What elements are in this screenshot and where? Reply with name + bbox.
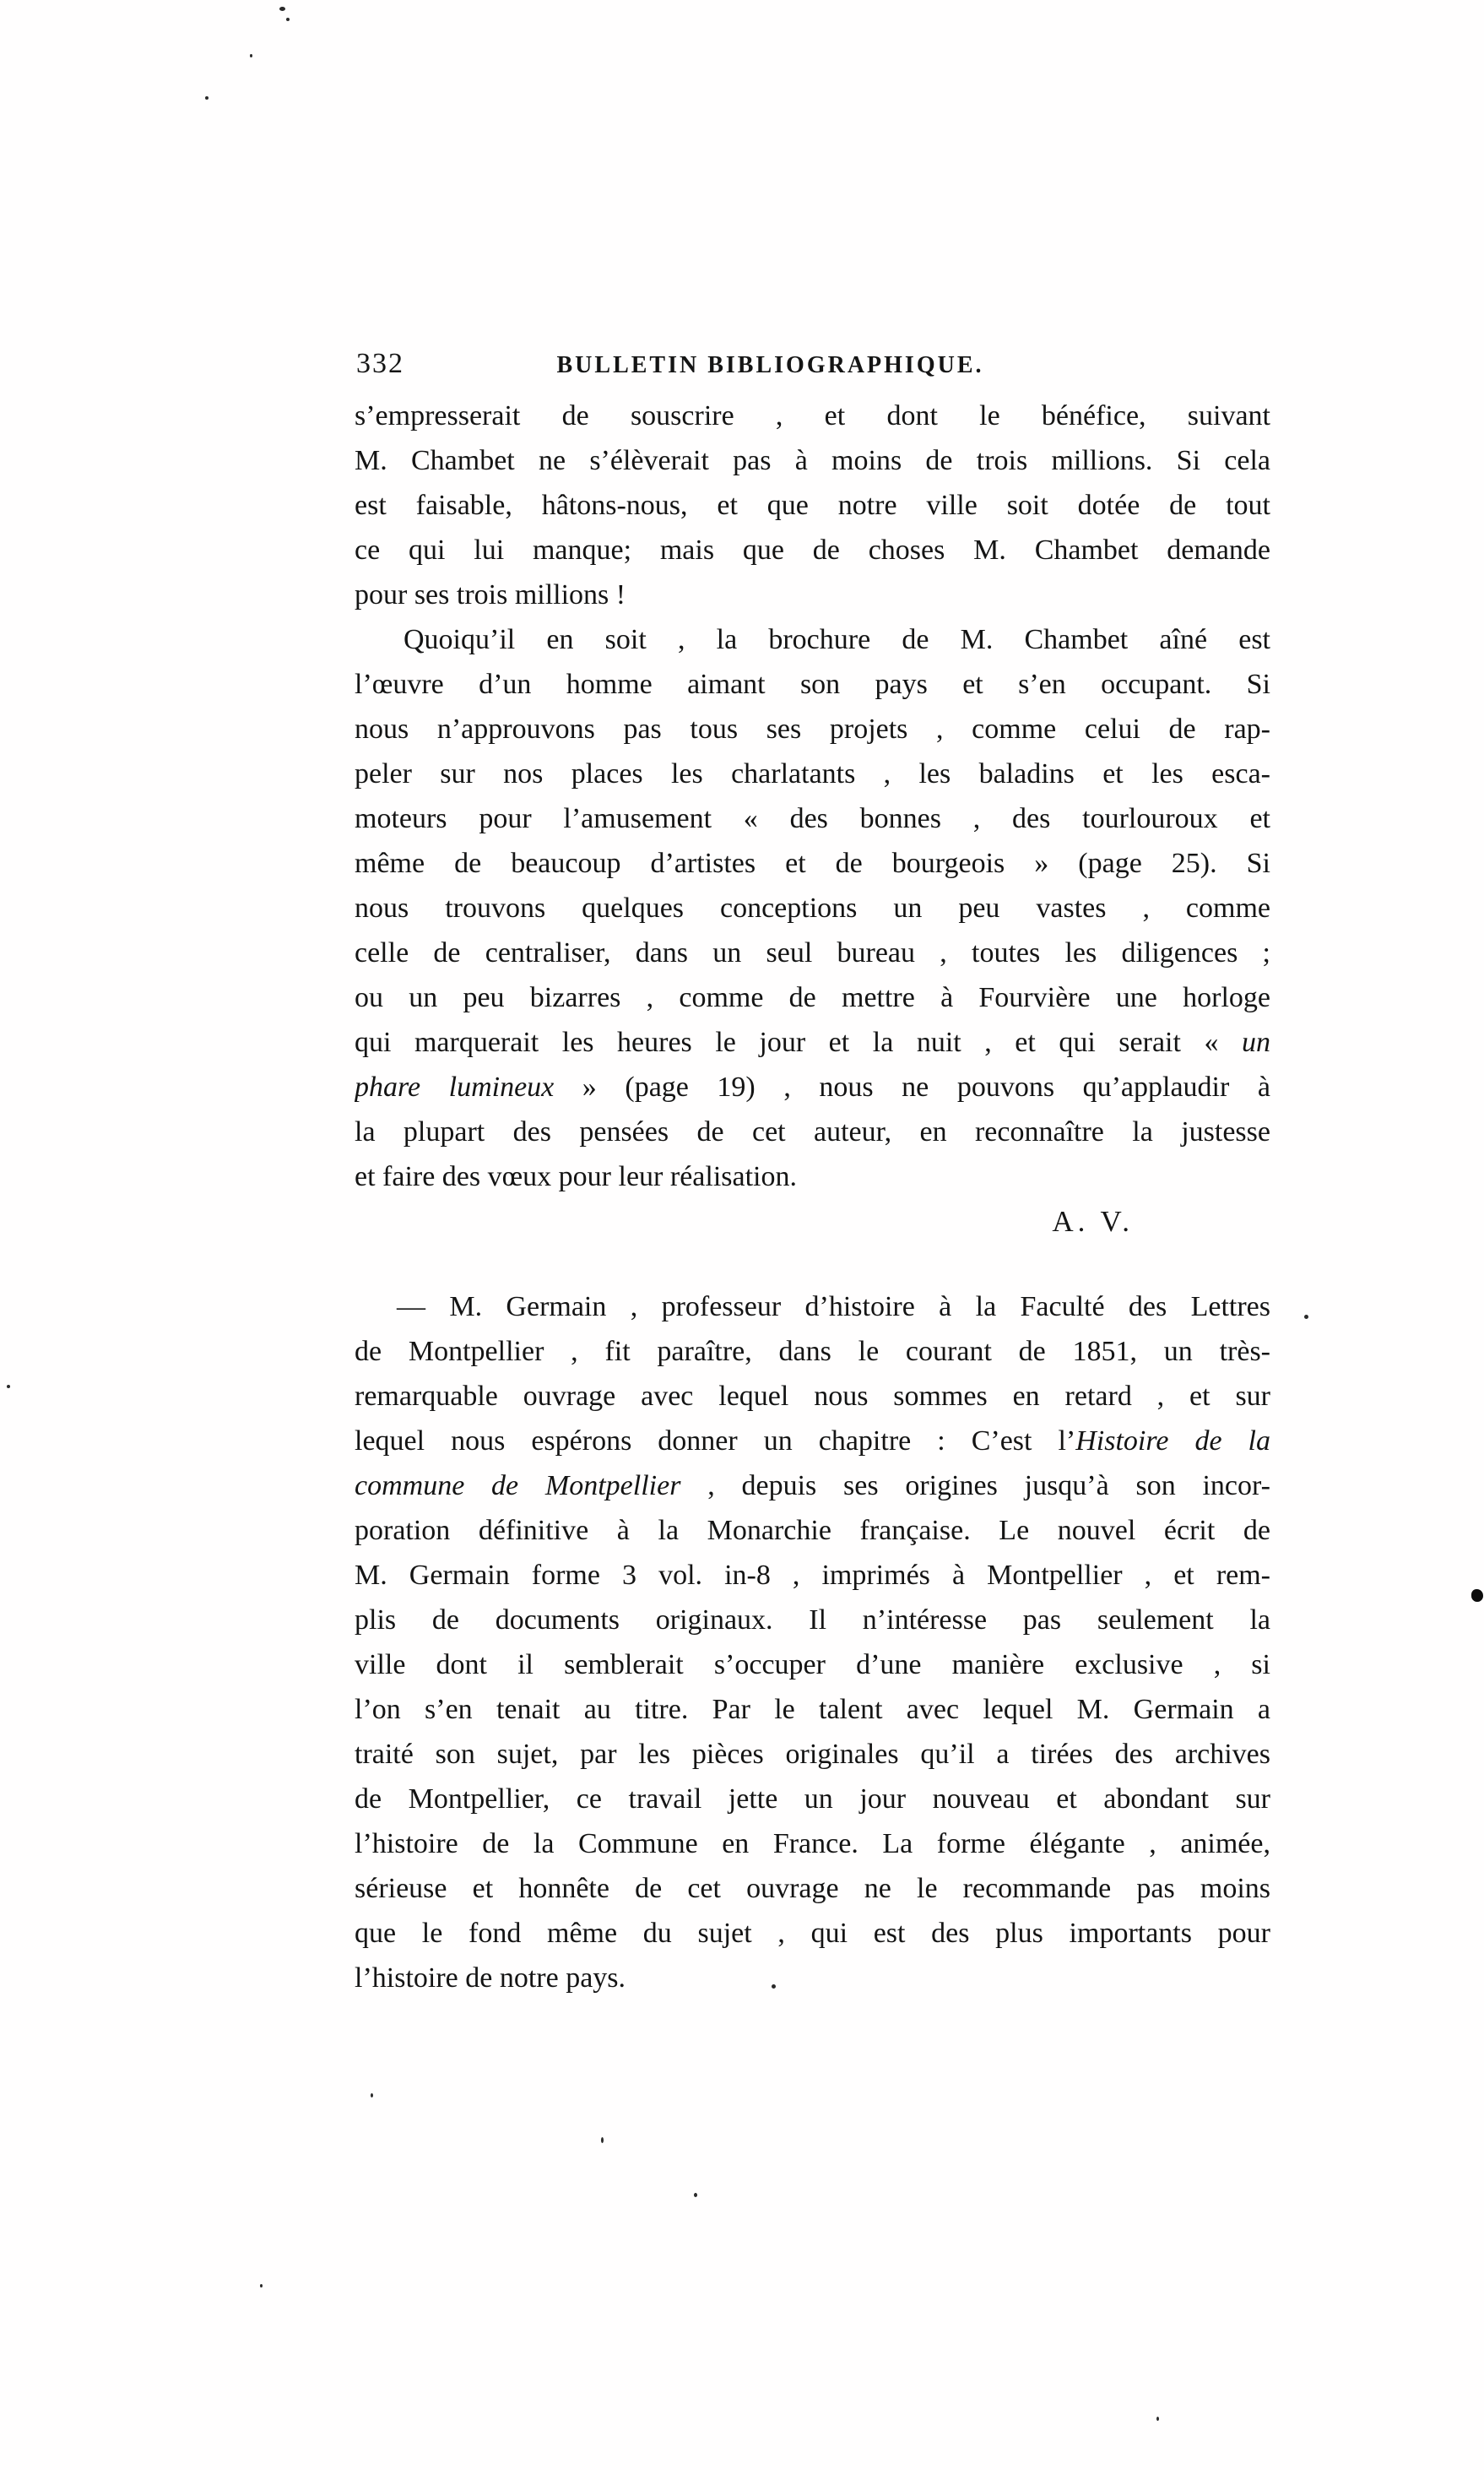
text-line: est faisable, hâtons-nous, et que notre ville soit dotée de tout bbox=[355, 490, 1270, 521]
signature-initials: A. V. bbox=[1052, 1205, 1134, 1238]
text-line: moteurs pour l’amusement « des bonnes , des tourlouroux et bbox=[355, 803, 1270, 834]
text-line: de Montpellier , fit paraître, dans le courant de 1851, un très- bbox=[355, 1336, 1270, 1367]
text-line: l’histoire de notre pays. bbox=[355, 1962, 626, 1994]
text-line: commune de Montpellier , depuis ses origines jusqu’à son incor- bbox=[355, 1470, 1270, 1501]
text-line: l’on s’en tenait au titre. Par le talent avec lequel M. Germain a bbox=[355, 1694, 1270, 1725]
ink-blot bbox=[1471, 1589, 1483, 1602]
ink-speck bbox=[279, 7, 285, 11]
text-line: de Montpellier, ce travail jette un jour nouveau et abondant sur bbox=[355, 1783, 1270, 1815]
page-number: 332 bbox=[356, 348, 404, 379]
text-line: nous n’approuvons pas tous ses projets , comme celui de rap- bbox=[355, 714, 1270, 745]
ink-speck bbox=[371, 2093, 373, 2097]
text-line: lequel nous espérons donner un chapitre : C’est l’Histoire de la bbox=[355, 1425, 1270, 1457]
text-block bbox=[355, 393, 1270, 2000]
text-line: remarquable ouvrage avec lequel nous sommes en retard , et sur bbox=[355, 1381, 1270, 1412]
text-line: ce qui lui manque; mais que de choses M. Chambet demande bbox=[355, 535, 1270, 566]
text-line: nous trouvons quelques conceptions un peu vastes , comme bbox=[355, 893, 1270, 924]
ink-speck bbox=[694, 2193, 697, 2197]
text-line: ou un peu bizarres , comme de mettre à Fourvière une horloge bbox=[355, 982, 1270, 1013]
ink-speck bbox=[7, 1385, 10, 1388]
text-line: — M. Germain , professeur d’histoire à la Faculté des Lettres bbox=[397, 1291, 1270, 1322]
text-line: que le fond même du sujet , qui est des plus importants pour bbox=[355, 1918, 1270, 1949]
text-line: M. Germain forme 3 vol. in-8 , imprimés à Montpellier , et rem- bbox=[355, 1560, 1270, 1591]
text-line: l’histoire de la Commune en France. La forme élégante , animée, bbox=[355, 1828, 1270, 1859]
text-line: Quoiqu’il en soit , la brochure de M. Chambet aîné est bbox=[403, 624, 1270, 655]
ink-speck bbox=[250, 54, 252, 57]
text-line: qui marquerait les heures le jour et la nuit , et qui serait « un bbox=[355, 1027, 1270, 1058]
text-line: pour ses trois millions ! bbox=[355, 579, 626, 611]
text-line: ville dont il semblerait s’occuper d’une manière exclusive , si bbox=[355, 1649, 1270, 1680]
ink-speck bbox=[601, 2137, 604, 2143]
text-line: l’œuvre d’un homme aimant son pays et s’en occupant. Si bbox=[355, 669, 1270, 700]
text-line: phare lumineux » (page 19) , nous ne pouvons qu’applaudir à bbox=[355, 1072, 1270, 1103]
text-line: et faire des vœux pour leur réalisation. bbox=[355, 1161, 797, 1192]
text-line: même de beaucoup d’artistes et de bourgeois » (page 25). Si bbox=[355, 848, 1270, 879]
ink-speck bbox=[286, 18, 290, 21]
ink-speck bbox=[260, 2284, 263, 2287]
text-line: traité son sujet, par les pièces originales qu’il a tirées des archives bbox=[355, 1739, 1270, 1770]
text-line: sérieuse et honnête de cet ouvrage ne le recommande pas moins bbox=[355, 1873, 1270, 1904]
text-line: plis de documents originaux. Il n’intéresse pas seulement la bbox=[355, 1604, 1270, 1636]
text-line: peler sur nos places les charlatants , les baladins et les esca- bbox=[355, 758, 1270, 790]
text-line: celle de centraliser, dans un seul bureau , toutes les diligences ; bbox=[355, 937, 1270, 969]
ink-speck bbox=[205, 96, 209, 100]
running-header: BULLETIN BIBLIOGRAPHIQUE. bbox=[556, 352, 984, 378]
text-line: la plupart des pensées de cet auteur, en reconnaître la justesse bbox=[355, 1116, 1270, 1148]
ink-speck bbox=[1156, 2417, 1159, 2421]
text-line: s’empresserait de souscrire , et dont le bénéfice, suivant bbox=[355, 400, 1270, 431]
ink-speck bbox=[772, 1984, 776, 1989]
ink-speck bbox=[1304, 1315, 1308, 1319]
page-header bbox=[355, 346, 1270, 383]
text-line: poration définitive à la Monarchie française. Le nouvel écrit de bbox=[355, 1515, 1270, 1546]
text-line: M. Chambet ne s’élèverait pas à moins de trois millions. Si cela bbox=[355, 445, 1270, 476]
